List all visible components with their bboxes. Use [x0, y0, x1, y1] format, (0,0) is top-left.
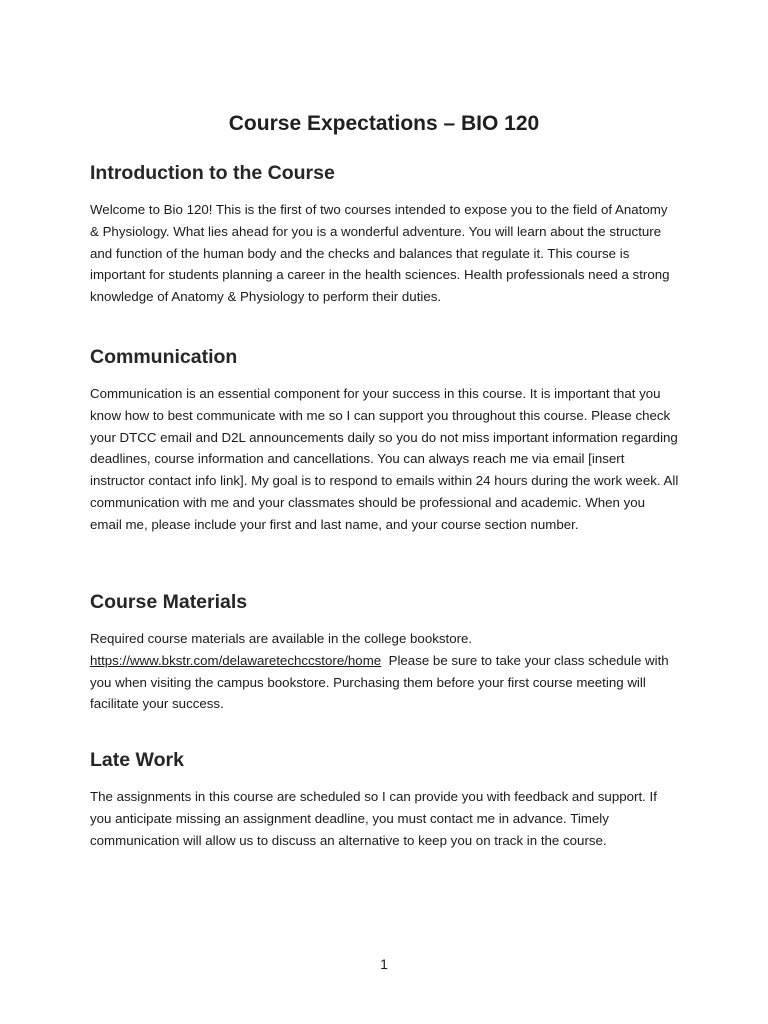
page-number: 1 — [380, 956, 388, 972]
bookstore-link[interactable]: https://www.bkstr.com/delawaretechccstore/home — [90, 652, 382, 668]
section-heading-communication: Communication — [90, 346, 238, 368]
section-course-materials — [90, 591, 680, 715]
section-heading-course-materials: Course Materials — [90, 591, 248, 613]
document-title: Course Expectations – BIO 120 — [228, 112, 540, 135]
section-heading-introduction: Introduction to the Course — [90, 162, 335, 184]
materials-intro-text: Required course materials are available in the college bookstore. — [90, 631, 473, 646]
section-body-late-work: The assignments in this course are scheduled so I can provide you with feedback and support. If you anticipate missing an assignment deadline, you must contact me in advance. Timely communication will allow us to discuss an alternative to keep you on track in the course. — [90, 789, 657, 848]
section-late-work — [90, 749, 680, 851]
section-body-communication: Communication is an essential component for your success in this course. It is important that you know how to best communicate with me so I can support you throughout this course. Please check your DTCC email and D2L announcements daily so you do not miss important information regarding deadlines, course information and cancellations. You can always reach me via email [insert instructor contact info link]. My goal is to respond to emails within 24 hours during the work week. All communication with me and your classmates should be professional and academic. When you email me, please include your first and last name, and your course section number. — [90, 386, 679, 532]
section-communication — [90, 346, 680, 536]
section-introduction — [90, 162, 680, 308]
section-heading-late-work: Late Work — [90, 749, 184, 771]
section-body-introduction: Welcome to Bio 120! This is the first of two courses intended to expose you to the field of Anatomy & Physiology. What lies ahead for you is a wonderful adventure. You will learn about the structure and function of the human body and the checks and balances that regulate it. This course is important for students planning a career in the health sciences. Health professionals need a strong knowledge of Anatomy & Physiology to perform their duties. — [90, 202, 670, 305]
materials-followup-text: Please be sure to take your class schedule with you when visiting the campus bookstore. Purchasing them before your first course meeting will facilitate your success. — [90, 652, 673, 712]
section-body-course-materials — [90, 628, 680, 715]
